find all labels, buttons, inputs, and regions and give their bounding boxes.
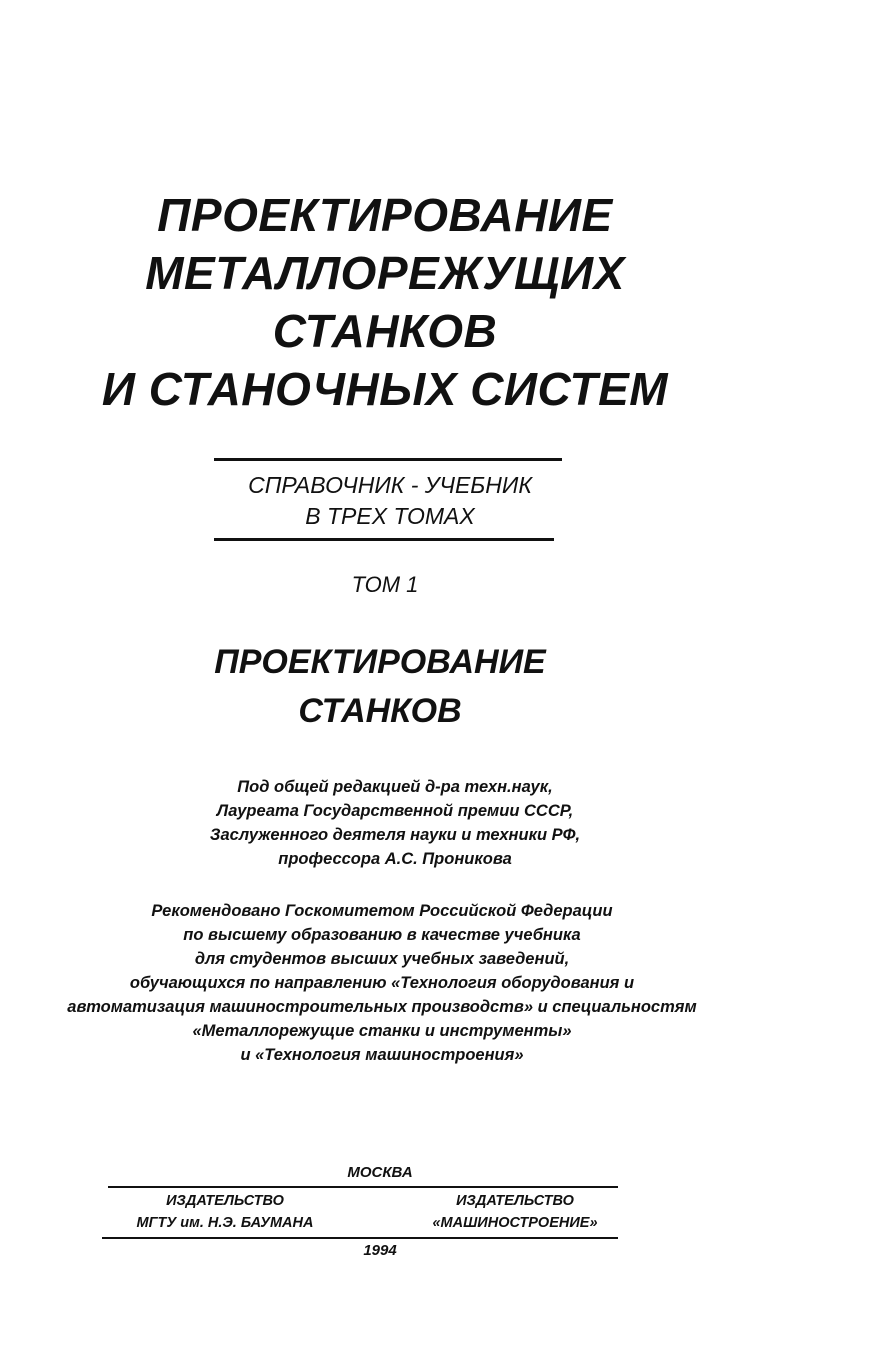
subtitle bbox=[200, 470, 580, 532]
editor-line-3: Заслуженного деятеля науки и техники РФ, bbox=[209, 826, 581, 844]
recommendation-line-5: автоматизация машиностроительных производств» и специальностям bbox=[67, 998, 697, 1016]
publisher-right-line-1: ИЗДАТЕЛЬСТВО bbox=[456, 1193, 574, 1209]
recommendation-line-4: обучающихся по направлению «Технология оборудования и bbox=[129, 974, 635, 992]
publisher-left-line-1: ИЗДАТЕЛЬСТВО bbox=[166, 1193, 284, 1209]
publisher-right bbox=[400, 1190, 630, 1234]
subtitle-line-1: СПРАВОЧНИК - УЧЕБНИК bbox=[248, 472, 532, 498]
main-title bbox=[0, 186, 770, 418]
editor-block bbox=[100, 775, 690, 871]
editor-line-2: Лауреата Государственной премии СССР, bbox=[216, 802, 574, 820]
subtitle-line-2: В ТРЕХ ТОМАХ bbox=[305, 503, 475, 529]
recommendation-line-7: и «Технология машиностроения» bbox=[240, 1046, 524, 1064]
volume-label: ТОМ 1 bbox=[351, 572, 419, 597]
imprint-city: МОСКВА bbox=[347, 1164, 413, 1181]
volume-title bbox=[180, 638, 580, 736]
subtitle-bottom-rule bbox=[214, 538, 554, 541]
editor-line-1: Под общей редакцией д-ра техн.наук, bbox=[237, 778, 553, 796]
editor-line-4: профессора А.С. Проникова bbox=[278, 850, 512, 868]
publisher-right-line-2: «МАШИНОСТРОЕНИЕ» bbox=[432, 1215, 598, 1231]
imprint-top-rule bbox=[108, 1186, 618, 1188]
main-title-line-4: И СТАНОЧНЫХ СИСТЕМ bbox=[101, 363, 669, 415]
main-title-line-3: СТАНКОВ bbox=[272, 305, 498, 357]
recommendation-line-3: для студентов высших учебных заведений, bbox=[194, 950, 570, 968]
main-title-line-1: ПРОЕКТИРОВАНИЕ bbox=[157, 189, 613, 241]
main-title-line-2: МЕТАЛЛОРЕЖУЩИХ bbox=[145, 247, 625, 299]
subtitle-top-rule bbox=[214, 458, 562, 461]
imprint-bottom-rule bbox=[102, 1237, 618, 1239]
publisher-left bbox=[100, 1190, 350, 1234]
recommendation-block bbox=[0, 899, 764, 1067]
publisher-left-line-2: МГТУ им. Н.Э. БАУМАНА bbox=[136, 1215, 314, 1231]
volume-title-line-2: СТАНКОВ bbox=[298, 692, 462, 730]
recommendation-line-2: по высшему образованию в качестве учебника bbox=[183, 926, 581, 944]
recommendation-line-1: Рекомендовано Госкомитетом Российской Федерации bbox=[151, 902, 613, 920]
imprint-year: 1994 bbox=[363, 1242, 397, 1259]
volume-title-line-1: ПРОЕКТИРОВАНИЕ bbox=[214, 643, 546, 681]
recommendation-line-6: «Металлорежущие станки и инструменты» bbox=[192, 1022, 572, 1040]
